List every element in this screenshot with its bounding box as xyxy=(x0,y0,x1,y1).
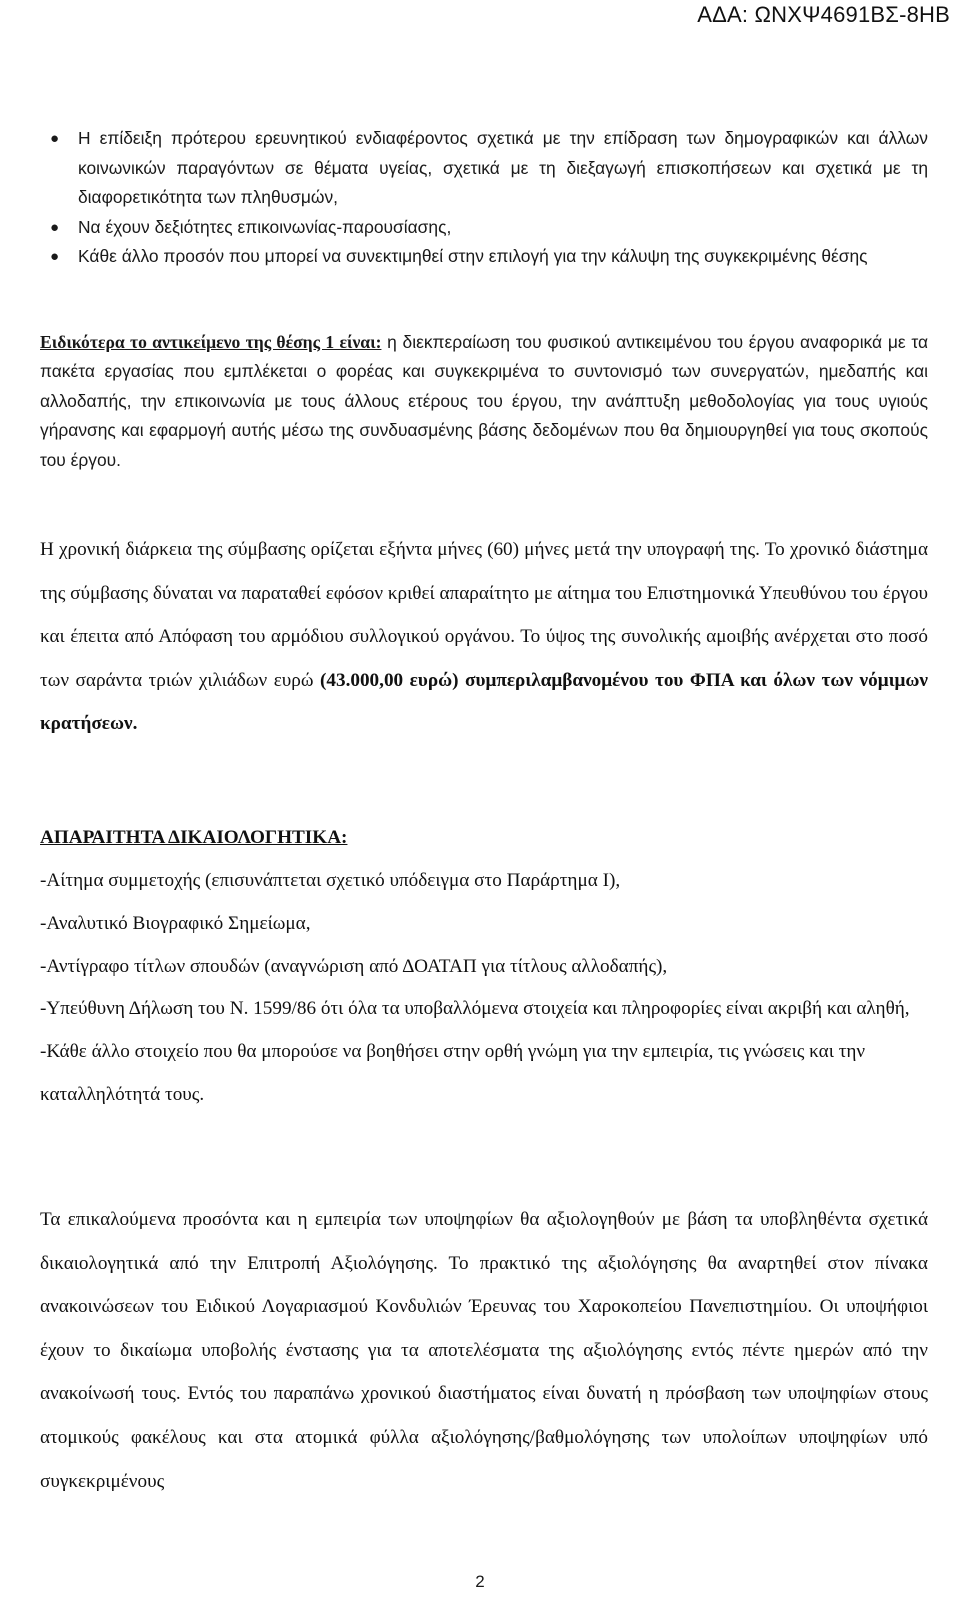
qualifications-bullet-list xyxy=(40,124,928,272)
bullet-item xyxy=(40,124,928,213)
bullet-dot-icon: ● xyxy=(50,218,60,236)
bullet-dot-icon: ● xyxy=(50,130,60,147)
evaluation-paragraph: Τα επικαλούμενα προσόντα και η εμπειρία των υποψηφίων θα αξιολογηθούν με βάση τα υποβληθέντα σχετικά δικαιολογητικά από την Επιτροπή Αξιολόγησης. Το πρακτικό της αξιολόγησης θα αναρτηθεί στον πίνακα ανακοινώσεων του Ειδικού Λογαριασμού Κονδυλιών Έρευνας του Χαροκοπείου Πανεπιστημίου. Οι υποψήφιοι έχουν το δικαίωμα υποβολής ένστασης για τα αποτελέσματα της αξιολόγησης εντός πέντε ημερών από την ανακοίνωσή τους. Εντός του παραπάνω χρονικού διαστήματος είναι δυνατή η πρόσβαση των υποψηφίων στους ατομικούς φακέλους και στα ατομικά φύλλα αξιολόγησης/βαθμολόγησης των υπολοίπων υποψηφίων υπό συγκεκριμένους xyxy=(40,1209,928,1492)
required-documents-list xyxy=(40,860,928,1117)
required-documents-heading: ΑΠΑΡΑΙΤΗΤΑ ΔΙΚΑΙΟΛΟΓΗΤΙΚΑ: xyxy=(40,827,348,848)
required-document-item: -Υπεύθυνη Δήλωση του Ν. 1599/86 ότι όλα τα υποβαλλόμενα στοιχεία και πληροφορίες είναι ακριβή και αληθή, xyxy=(40,998,910,1020)
position-object-paragraph xyxy=(40,328,928,475)
bullet-text: Η επίδειξη πρότερου ερευνητικού ενδιαφέροντος σχετικά με την επίδραση των δημογραφικών και άλλων κοινωνικών παραγόντων σε θέματα υγείας, σχετικά με τη διεξαγωγή επισκοπήσεων και σχετικά με τη διαφορετικότητα των πληθυσμών, xyxy=(78,128,928,207)
position-object-body: η διεκπεραίωση του φυσικού αντικειμένου του έργου αναφορικά με τα πακέτα εργασίας που εμπλέκεται ο φορέας και συγκεκριμένα το συντονισμό των συνεργατών, ημεδαπής και αλλοδαπής, την επικοινωνία με τους άλλους ετέρους του έργου, την ανάπτυξη μεθοδολογίας για τους υγιούς γήρανσης και εφαρμογή αυτής μέσω της συνδυασμένης βάσης δεδομένων που θα δημιουργηθεί για τους σκοπούς του έργου. xyxy=(40,332,928,470)
page-number: 2 xyxy=(475,1572,485,1591)
required-document-item: -Αναλυτικό Βιογραφικό Σημείωμα, xyxy=(40,912,311,934)
bullet-text: Να έχουν δεξιότητες επικοινωνίας-παρουσίασης, xyxy=(78,216,452,237)
contract-duration-text: Η χρονική διάρκεια της σύμβασης ορίζεται εξήντα μήνες (60) μήνες μετά την υπογραφή της. Το χρονικό διάστημα της σύμβασης δύναται να παραταθεί εφόσον κριθεί απαραίτητο με αίτημα του Επιστημονικά Υπευθύνου του έργου και έπειτα από Απόφαση του αρμόδιου συλλογικού οργάνου. Το ύψος της συνολικής αμοιβής ανέρχεται στο ποσό των σαράντα τριών χιλιάδων ευρώ xyxy=(40,539,928,691)
contract-amount-bold: (43.000,00 ευρώ) συμπεριλαμβανομένου του ΦΠΑ και όλων των νόμιμων κρατήσεων. xyxy=(40,669,928,735)
position-object-lead: Ειδικότερα το αντικείμενο της θέσης 1 είναι: xyxy=(40,332,382,352)
bullet-text: Κάθε άλλο προσόν που μπορεί να συνεκτιμηθεί στην επιλογή για την κάλυψη της συγκεκριμένης θέσης xyxy=(78,246,868,266)
contract-duration-paragraph xyxy=(40,528,928,746)
required-document-item: -Αίτημα συμμετοχής (επισυνάπτεται σχετικό υπόδειγμα στο Παράρτημα Ι), xyxy=(40,870,621,891)
bullet-dot-icon: ● xyxy=(50,248,60,265)
required-document-item: -Αντίγραφο τίτλων σπουδών (αναγνώριση από ΔΟΑΤΑΠ για τίτλους αλλοδαπής), xyxy=(40,955,668,977)
bullet-item xyxy=(40,213,928,243)
bullet-item xyxy=(40,242,928,272)
required-document-item: -Κάθε άλλο στοιχείο που θα μπορούσε να βοηθήσει στην ορθή γνώμη για την εμπειρία, τις γνώσεις και την καταλληλότητά τους. xyxy=(40,1041,866,1105)
ada-code-header: ΑΔΑ: ΩΝΧΨ4691ΒΣ-8ΗΒ xyxy=(697,2,950,27)
